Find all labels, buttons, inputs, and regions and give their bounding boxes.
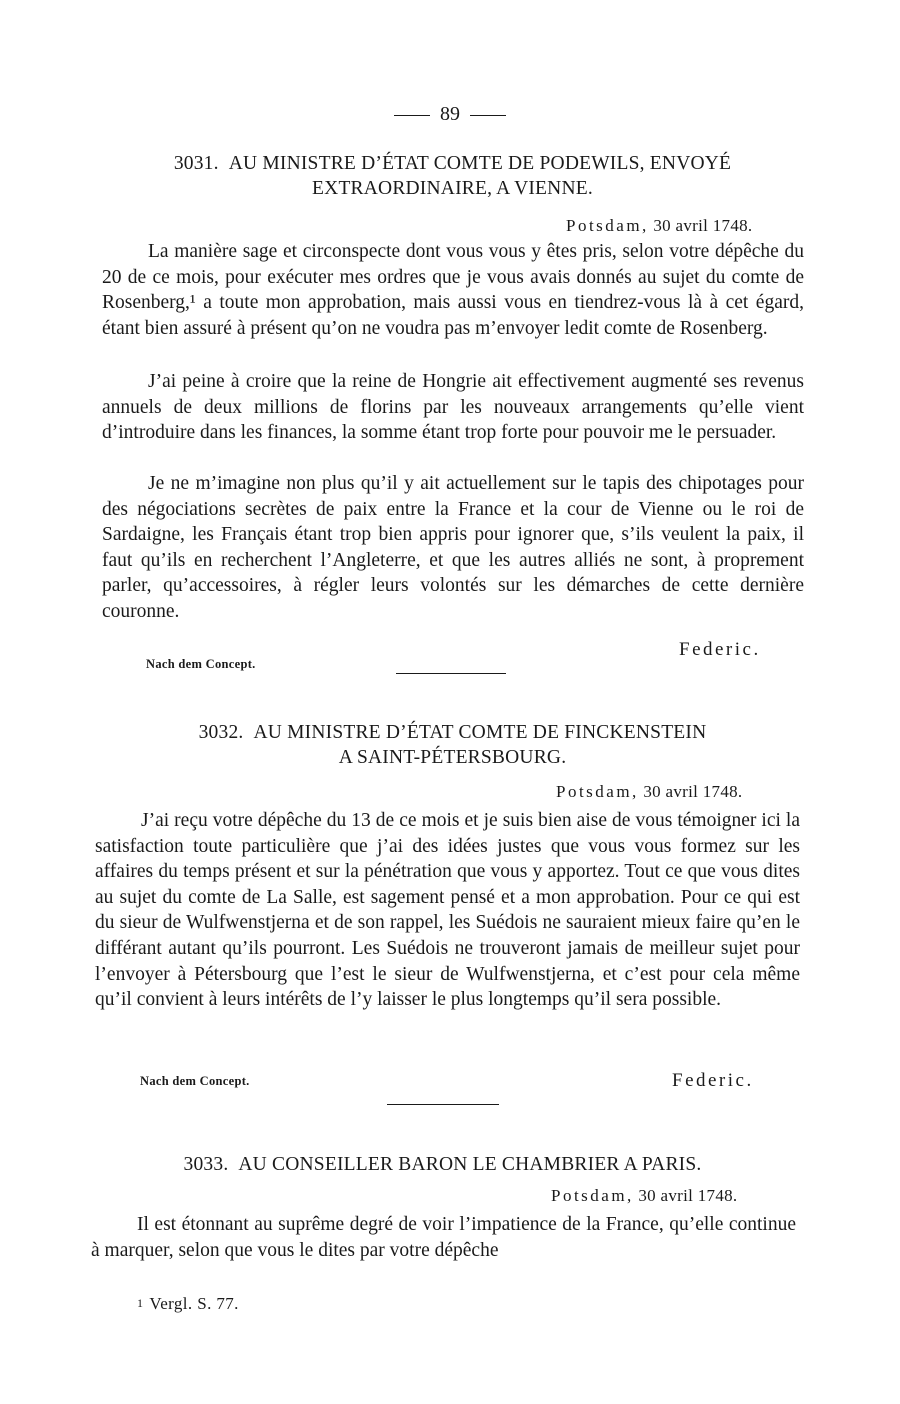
letter-3031-heading xyxy=(100,151,805,201)
letter-3033-place: Potsdam, xyxy=(551,1186,634,1205)
letter-3032-heading-line1 xyxy=(100,720,805,745)
letter-3031-paragraph-2: J’ai peine à croire que la reine de Hongrie ait effectivement augmenté ses revenus annuels de deux millions de florins par les nouveaux arrangements qu’elle vient d’introduire dans les finances, la somme étant trop forte pour pouvoir me le persuader. xyxy=(102,371,804,444)
letter-3031-dateline xyxy=(566,216,752,236)
letter-3032-signature: Federic. xyxy=(672,1070,754,1091)
letter-3031-paragraph-1: La manière sage et circonspecte dont vous vous y êtes pris, selon votre dépêche du 20 de ce mois, pour exécuter mes ordres que je vous avais donnés au sujet du comte de Rosenberg,¹ a toute mon approbation, mais aussi vous en tiendrez-vous là à cet égard, étant bien assuré à présent qu’on ne voudra pas m’envoyer ledit comte de Rosenberg. xyxy=(102,241,804,339)
letter-3032-dateline xyxy=(556,782,742,802)
letter-3032-title-line1: AU MINISTRE D’ÉTAT COMTE DE FINCKENSTEIN xyxy=(253,722,707,743)
letter-3032-title-line2: A SAINT-PÉTERSBOURG. xyxy=(338,747,567,768)
letter-3031-paragraph-3: Je ne m’imagine non plus qu’il y ait actuellement sur le tapis des chipotages pour des négociations secrètes de paix entre la France et la cour de Vienne ou le roi de Sardaigne, les Français étant trop bien appris pour ignorer que, s’ils veulent la paix, il faut qu’ils en recherchent l’Angleterre, et que les autres alliés ne sont, à proprement parler, qu’accessoires, à régler leurs volontés sur les démarches de cette dernière couronne. xyxy=(102,473,804,622)
section-divider-1 xyxy=(396,673,506,674)
page-number-dash-right xyxy=(470,115,506,116)
letter-3032-date: 30 avril 1748. xyxy=(643,782,743,801)
letter-3032-place: Potsdam, xyxy=(556,782,639,801)
letter-3031-signature: Federic. xyxy=(679,639,761,660)
footnote xyxy=(137,1294,239,1314)
letter-3032-number: 3032. xyxy=(198,722,244,743)
footnote-mark: 1 xyxy=(137,1296,144,1310)
page-number-text: 89 xyxy=(440,103,460,125)
letter-3031-number: 3031. xyxy=(173,153,219,174)
page-number-dash-left xyxy=(394,115,430,116)
letter-3033-dateline xyxy=(551,1186,737,1206)
section-divider-2 xyxy=(387,1104,499,1105)
letter-3033-heading xyxy=(90,1152,795,1177)
page-number xyxy=(0,103,900,126)
letter-3031-source-note: Nach dem Concept. xyxy=(146,657,256,671)
letter-3032-heading xyxy=(100,720,805,770)
letter-3031-heading-line1 xyxy=(100,151,805,176)
letter-3031-title-line2: EXTRAORDINAIRE, A VIENNE. xyxy=(312,178,593,199)
letter-3033-number: 3033. xyxy=(183,1154,229,1175)
letter-3033-heading-line1 xyxy=(90,1152,795,1177)
letter-3032-source-note: Nach dem Concept. xyxy=(140,1074,250,1088)
letter-3031-place: Potsdam, xyxy=(566,216,649,235)
letter-3031-date: 30 avril 1748. xyxy=(653,216,753,235)
letter-3032-paragraph-1: J’ai reçu votre dépêche du 13 de ce mois et je suis bien aise de vous témoigner ici la satisfaction toute particulière que j’ai des idées justes que vous vous formez sur les affaires du temps présent et sur la pénétration que vous y apportez. Tout ce que vous dites au sujet du comte de La Salle, est sagement pensé et a mon approbation. Pour ce qui est du sieur de Wulfwenstjerna et de son rappel, les Suédois ne sauraient mieux faire qu’en le différant autant qu’ils pourront. Les Suédois ne trouveront jamais de meilleur sujet pour l’envoyer à Pétersbourg que l’est le sieur de Wulfwenstjerna, et c’est pour cela même qu’il convient à leurs intérêts de l’y laisser le plus longtemps qu’il sera possible. xyxy=(95,810,800,1011)
letter-3031-title-line1: AU MINISTRE D’ÉTAT COMTE DE PODEWILS, ENVOYÉ xyxy=(228,153,732,174)
footnote-text: Vergl. S. 77. xyxy=(149,1294,239,1313)
letter-3033-title-line1: AU CONSEILLER BARON LE CHAMBRIER A PARIS. xyxy=(238,1154,702,1175)
letter-3033-date: 30 avril 1748. xyxy=(638,1186,738,1205)
letter-3033-paragraph-1: Il est étonnant au suprême degré de voir l’impatience de la France, qu’elle continue à marquer, selon que vous le dites par votre dépêche xyxy=(91,1214,796,1261)
